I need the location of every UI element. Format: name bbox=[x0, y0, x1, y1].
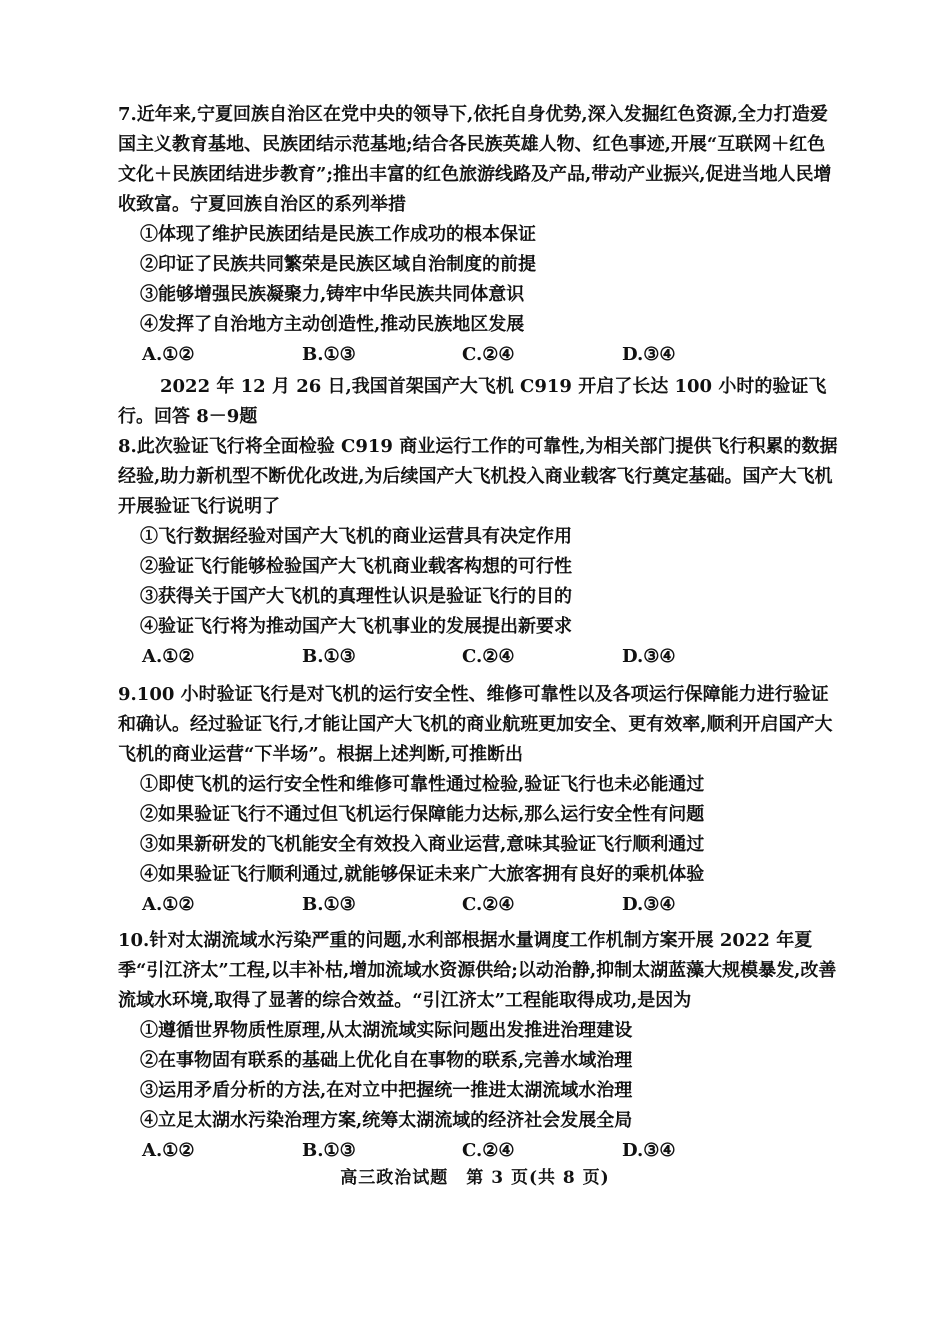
choice-d: D.③④ bbox=[622, 1140, 676, 1161]
question-7-option-1: ①体现了维护民族团结是民族工作成功的根本保证 bbox=[140, 224, 536, 245]
question-8-option-2: ②验证飞行能够检验国产大飞机商业载客构想的可行性 bbox=[140, 556, 572, 577]
choice-a: A.①② bbox=[142, 1140, 195, 1161]
choice-c: C.②④ bbox=[462, 894, 515, 915]
question-7-option-4: ④发挥了自治地方主动创造性,推动民族地区发展 bbox=[140, 314, 525, 335]
question-9-stem: 9.100 小时验证飞行是对飞机的运行安全性、维修可靠性以及各项运行保障能力进行验证和确认。经过验证飞行,才能让国产大飞机的商业航班更加安全、更有效率,顺利开启国产大飞机的商业运营“下半场”。根据上述判断,可推断出 bbox=[118, 684, 833, 765]
choice-b: B.①③ bbox=[302, 894, 356, 915]
question-9-choices bbox=[118, 890, 838, 920]
question-7 bbox=[118, 100, 838, 370]
question-10-choices bbox=[118, 1136, 838, 1166]
page-footer: 高三政治试题 第 3 页(共 8 页) bbox=[340, 1168, 610, 1188]
choice-c: C.②④ bbox=[462, 344, 515, 365]
question-10-option-4: ④立足太湖水污染治理方案,统筹太湖流域的经济社会发展全局 bbox=[140, 1110, 633, 1131]
question-8-option-4: ④验证飞行将为推动国产大飞机事业的发展提出新要求 bbox=[140, 616, 572, 637]
question-10-option-3: ③运用矛盾分析的方法,在对立中把握统一推进太湖流域水治理 bbox=[140, 1080, 633, 1101]
question-10 bbox=[118, 926, 838, 1166]
choice-b: B.①③ bbox=[302, 646, 356, 667]
question-8-option-3: ③获得关于国产大飞机的真理性认识是验证飞行的目的 bbox=[140, 586, 572, 607]
question-8-option-1: ①飞行数据经验对国产大飞机的商业运营具有决定作用 bbox=[140, 526, 572, 547]
question-8 bbox=[118, 432, 838, 672]
question-8-choices bbox=[118, 642, 838, 672]
choice-c: C.②④ bbox=[462, 1140, 515, 1161]
question-10-option-1: ①遵循世界物质性原理,从太湖流域实际问题出发推进治理建设 bbox=[140, 1020, 633, 1041]
question-7-option-2: ②印证了民族共同繁荣是民族区域自治制度的前提 bbox=[140, 254, 536, 275]
question-7-stem: 7.近年来,宁夏回族自治区在党中央的领导下,依托自身优势,深入发掘红色资源,全力打造爱国主义教育基地、民族团结示范基地;结合各民族英雄人物、红色事迹,开展“互联网＋红色文化＋民族团结进步教育”;推出丰富的红色旅游线路及产品,带动产业振兴,促进当地人民增收致富。宁夏回族自治区的系列举措 bbox=[118, 104, 832, 215]
question-8-stem: 8.此次验证飞行将全面检验 C919 商业运行工作的可靠性,为相关部门提供飞行积累的数据经验,助力新机型不断优化改进,为后续国产大飞机投入商业载客飞行奠定基础。国产大飞机开展验证飞行说明了 bbox=[118, 436, 838, 517]
choice-b: B.①③ bbox=[302, 344, 356, 365]
choice-a: A.①② bbox=[142, 344, 195, 365]
question-10-stem: 10.针对太湖流域水污染严重的问题,水利部根据水量调度工作机制方案开展 2022 年夏季“引江济太”工程,以丰补枯,增加流域水资源供给;以动治静,抑制太湖蓝藻大规模暴发,改善流域水环境,取得了显著的综合效益。“引江济太”工程能取得成功,是因为 bbox=[118, 930, 837, 1011]
question-7-option-3: ③能够增强民族凝聚力,铸牢中华民族共同体意识 bbox=[140, 284, 525, 305]
choice-c: C.②④ bbox=[462, 646, 515, 667]
question-9-option-1: ①即使飞机的运行安全性和维修可靠性通过检验,验证飞行也未必能通过 bbox=[140, 774, 705, 795]
choice-a: A.①② bbox=[142, 646, 195, 667]
choice-b: B.①③ bbox=[302, 1140, 356, 1161]
choice-d: D.③④ bbox=[622, 894, 676, 915]
choice-d: D.③④ bbox=[622, 646, 676, 667]
question-7-choices bbox=[118, 340, 838, 370]
question-9-option-4: ④如果验证飞行顺利通过,就能够保证未来广大旅客拥有良好的乘机体验 bbox=[140, 864, 705, 885]
choice-d: D.③④ bbox=[622, 344, 676, 365]
choice-a: A.①② bbox=[142, 894, 195, 915]
question-10-option-2: ②在事物固有联系的基础上优化自在事物的联系,完善水域治理 bbox=[140, 1050, 633, 1071]
question-9 bbox=[118, 680, 838, 920]
question-9-option-2: ②如果验证飞行不通过但飞机运行保障能力达标,那么运行安全性有问题 bbox=[140, 804, 705, 825]
question-9-option-3: ③如果新研发的飞机能安全有效投入商业运营,意味其验证飞行顺利通过 bbox=[140, 834, 705, 855]
intro-8-9: 2022 年 12 月 26 日,我国首架国产大飞机 C919 开启了长达 100 小时的验证飞行。回答 8－9题 bbox=[118, 376, 827, 427]
